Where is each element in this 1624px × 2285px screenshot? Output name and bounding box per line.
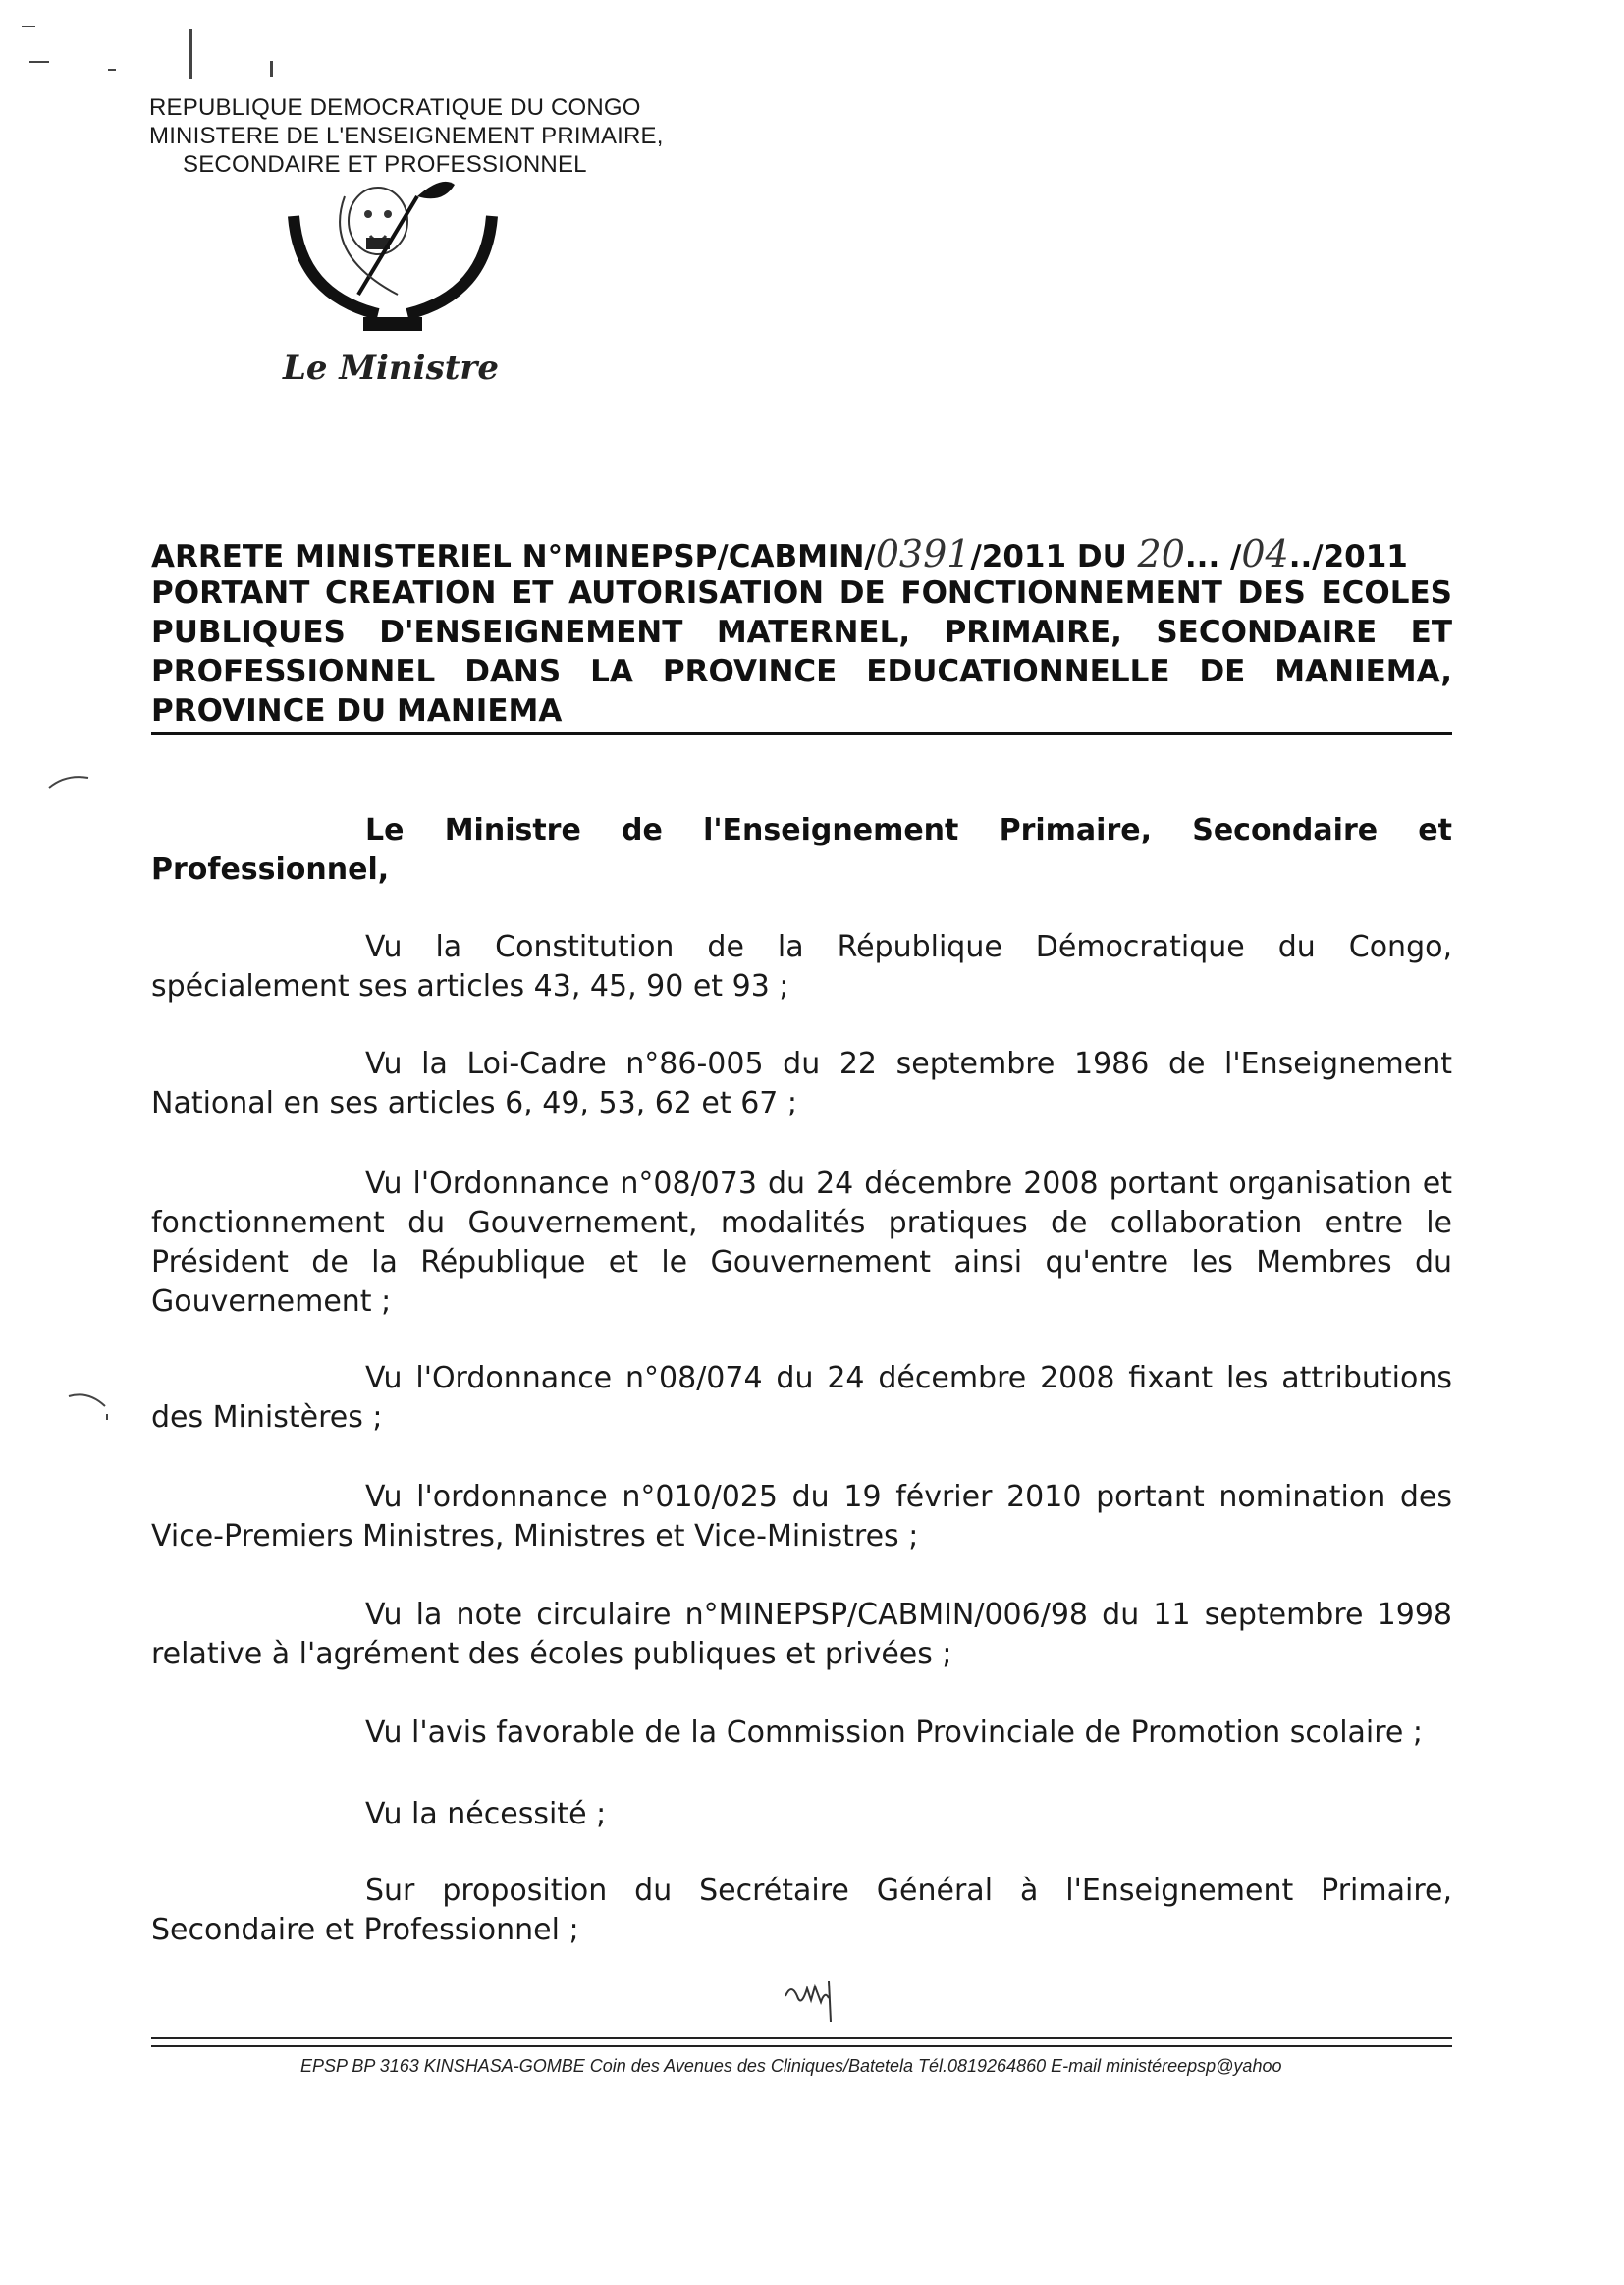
date-year: ../2011	[1288, 539, 1408, 574]
paragraph-text: Vu l'Ordonnance n°08/073 du 24 décembre 2008 portant organisation et fonctionnement du Gouvernement, modalités pratiques de collaboration entre le Président de la République et le Gouvernement ainsi qu'entre les Membres du Gouvernement ;	[151, 1167, 1452, 1319]
minister-heading	[151, 811, 1452, 890]
footer-rule	[151, 2037, 1452, 2039]
decree-prefix: ARRETE MINISTERIEL N°MINEPSP/CABMIN/	[151, 539, 876, 574]
title-underline	[151, 732, 1452, 735]
paragraph	[151, 1795, 1452, 1834]
scan-mark	[270, 61, 273, 77]
signatory-title: Le Ministre	[283, 349, 499, 388]
paragraph-text: Vu la Constitution de la République Démocratique du Congo, spécialement ses articles 43, 45, 90 et 93 ;	[151, 930, 1452, 1004]
ministry-name: MINISTERE DE L'ENSEIGNEMENT PRIMAIRE,	[149, 123, 664, 149]
decree-subject: PORTANT CREATION ET AUTORISATION DE FONCTIONNEMENT DES ECOLES PUBLIQUES D'ENSEIGNEMENT MATERNEL, PRIMAIRE, SECONDAIRE ET PROFESSIONNEL DANS LA PROVINCE EDUCATIONNELLE DE MANIEMA, PROVINCE DU MANIEMA	[151, 575, 1452, 729]
scan-mark	[108, 69, 116, 71]
paragraph-text: Vu la nécessité ;	[365, 1797, 607, 1831]
handwritten-day: 20	[1137, 532, 1185, 575]
paragraph-text: Vu la note circulaire n°MINEPSP/CABMIN/006/98 du 11 septembre 1998 relative à l'agrément des écoles publiques et privées ;	[151, 1598, 1452, 1671]
paragraph	[151, 1596, 1452, 1674]
handwritten-initials	[778, 1969, 846, 2023]
scan-mark	[64, 1385, 113, 1424]
minister-heading-text: Le Ministre de l'Enseignement Primaire, Secondaire et Professionnel,	[151, 813, 1452, 887]
paragraph	[151, 1478, 1452, 1556]
scan-mark	[44, 766, 93, 795]
paragraph-text: Vu l'ordonnance n°010/025 du 19 février 2010 portant nomination des Vice-Premiers Ministres, Ministres et Vice-Ministres ;	[151, 1480, 1452, 1553]
decree-reference	[151, 534, 1452, 576]
paragraph	[151, 1045, 1452, 1123]
handwritten-month: 04	[1241, 532, 1289, 575]
scan-mark	[22, 26, 35, 27]
ministry-name-cont: SECONDAIRE ET PROFESSIONNEL	[183, 151, 587, 178]
coat-of-arms-emblem	[280, 177, 506, 334]
paragraph	[151, 1165, 1452, 1322]
paragraph-text: Vu l'Ordonnance n°08/074 du 24 décembre 2008 fixant les attributions des Ministères ;	[151, 1361, 1452, 1435]
paragraph	[151, 1359, 1452, 1438]
footer-rule	[151, 2045, 1452, 2047]
paragraph	[151, 928, 1452, 1006]
paragraph	[151, 1872, 1452, 1950]
scan-mark	[29, 61, 49, 63]
paragraph-text: Sur proposition du Secrétaire Général à l'Enseignement Primaire, Secondaire et Professionnel ;	[151, 1874, 1452, 1947]
country-name: REPUBLIQUE DEMOCRATIQUE DU CONGO	[149, 94, 641, 121]
scan-mark	[189, 29, 192, 79]
date-separator: ... /	[1184, 539, 1242, 574]
handwritten-number: 0391	[875, 532, 971, 575]
decree-year: /2011 DU	[970, 539, 1138, 574]
paragraph-text: Vu la Loi-Cadre n°86-005 du 22 septembre 1986 de l'Enseignement National en ses articles 6, 49, 53, 62 et 67 ;	[151, 1047, 1452, 1120]
paragraph	[151, 1714, 1452, 1753]
footer-address: EPSP BP 3163 KINSHASA-GOMBE Coin des Avenues des Cliniques/Batetela Tél.0819264860 E-mail ministéreepsp@yahoo	[300, 2056, 1282, 2076]
paragraph-text: Vu l'avis favorable de la Commission Provinciale de Promotion scolaire ;	[365, 1715, 1424, 1750]
